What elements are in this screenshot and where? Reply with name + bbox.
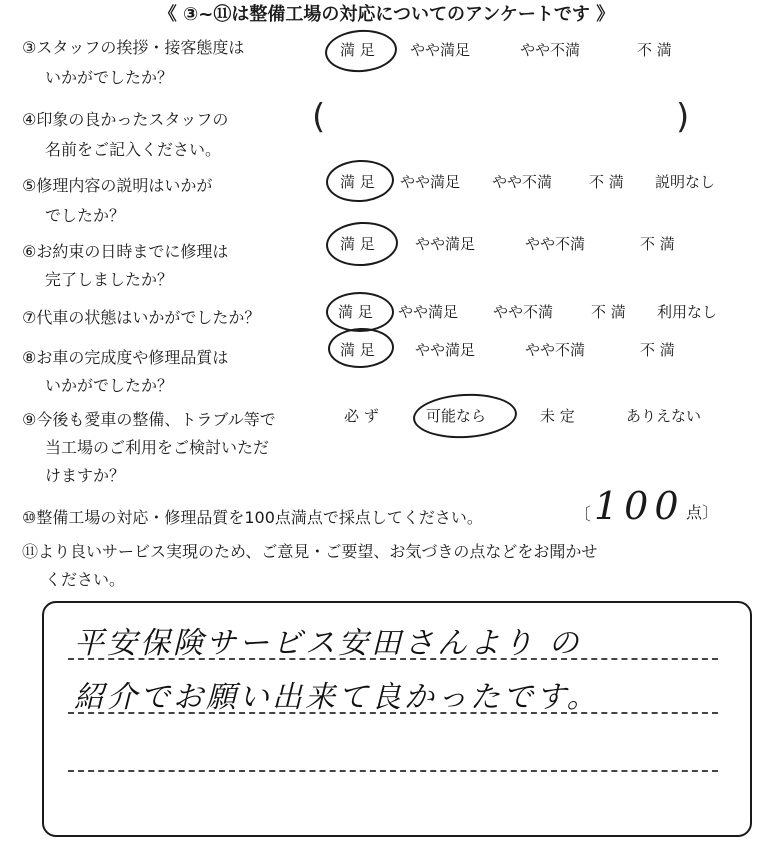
option-setsumei-nashi[interactable]: 説明なし [655, 173, 716, 191]
option-fuman[interactable]: 不 満 [637, 41, 672, 59]
selection-circle [326, 292, 394, 332]
option-manzoku[interactable]: 満 足 [340, 235, 375, 253]
staff-name-field[interactable] [340, 108, 670, 140]
question-number: ⑩ [22, 508, 37, 527]
question-text: お車の完成度や修理品質は [36, 348, 229, 367]
option-yaya-fuman[interactable]: やや不満 [525, 341, 586, 359]
question-number: ⑧ [22, 348, 37, 367]
question-6 [22, 238, 228, 266]
right-bracket: ) [676, 97, 690, 137]
option-yaya-manzoku[interactable]: やや満足 [415, 341, 476, 359]
score-value[interactable]: 100 [594, 484, 685, 528]
option-manzoku[interactable]: 満 足 [338, 303, 373, 321]
selection-circle [327, 327, 394, 369]
question-11-line2: ください。 [45, 570, 126, 589]
comment-line-3 [68, 770, 718, 772]
option-mitei[interactable]: 未 定 [540, 407, 575, 425]
option-yaya-fuman[interactable]: やや不満 [520, 41, 581, 59]
left-bracket: ( [312, 97, 326, 137]
option-manzoku[interactable]: 満 足 [340, 341, 375, 359]
question-3-line2: いかがでしたか？ [45, 68, 174, 87]
option-yaya-manzoku[interactable]: やや満足 [400, 173, 461, 191]
option-fuman[interactable]: 不 満 [640, 341, 675, 359]
question-number: ③ [22, 38, 37, 57]
score-bracket-open: 〔 [574, 505, 591, 525]
question-5-line2: でしたか？ [45, 206, 126, 225]
option-kanou-nara[interactable]: 可能なら [426, 407, 487, 425]
question-9-line2: 当工場のご利用をご検討いただ [45, 438, 270, 457]
question-text: 今後も愛車の整備、トラブル等で [36, 410, 276, 429]
option-fuman[interactable]: 不 満 [640, 235, 675, 253]
question-number: ⑪ [22, 542, 39, 561]
question-7 [22, 304, 260, 332]
question-4-line2: 名前をご記入ください。 [45, 140, 222, 159]
selection-circle [325, 158, 395, 204]
option-kanarazu[interactable]: 必 ず [344, 407, 379, 425]
score-unit: 点〕 [686, 503, 719, 522]
question-text: 整備工場の対応・修理品質を100点満点で採点してください。 [36, 508, 483, 527]
question-9 [22, 406, 276, 434]
question-8 [22, 344, 228, 372]
question-number: ⑥ [22, 242, 37, 261]
option-manzoku[interactable]: 満 足 [340, 173, 375, 191]
question-5 [22, 172, 212, 200]
question-number: ④ [22, 110, 37, 129]
option-riyou-nashi[interactable]: 利用なし [657, 303, 718, 321]
comment-text-line-2: 紹介でお願い出来て良かったです。 [74, 680, 600, 715]
option-yaya-manzoku[interactable]: やや満足 [415, 235, 476, 253]
option-fuman[interactable]: 不 満 [591, 303, 626, 321]
question-number: ⑨ [22, 410, 37, 429]
option-yaya-fuman[interactable]: やや不満 [492, 173, 553, 191]
selection-circle [325, 220, 399, 268]
comment-text-line-1: 平安保険サービス安田さんより の [74, 626, 582, 661]
question-3 [22, 34, 244, 62]
option-yaya-fuman[interactable]: やや不満 [493, 303, 554, 321]
question-text: 代車の状態はいかがでしたか？ [36, 308, 261, 327]
option-arienai[interactable]: ありえない [626, 407, 702, 425]
question-text: スタッフの挨拶・接客態度は [36, 38, 245, 57]
question-10 [22, 504, 483, 532]
question-number: ⑦ [22, 308, 37, 327]
option-fuman[interactable]: 不 満 [589, 173, 624, 191]
option-yaya-manzoku[interactable]: やや満足 [410, 41, 471, 59]
question-text: 印象の良かったスタッフの [36, 110, 229, 129]
selection-circle [324, 28, 399, 75]
option-yaya-fuman[interactable]: やや不満 [525, 235, 586, 253]
selection-circle [412, 391, 518, 440]
question-11 [22, 538, 597, 566]
question-number: ⑤ [22, 176, 37, 195]
survey-header: 《 ③~⑪は整備工場の対応についてのアンケートです 》 [158, 4, 615, 25]
question-6-line2: 完了しましたか？ [45, 270, 174, 289]
question-9-line3: けますか？ [45, 466, 126, 485]
question-text: より良いサービス実現のため、ご意見・ご要望、お気づきの点などをお聞かせ [38, 542, 598, 561]
question-text: お約束の日時までに修理は [36, 242, 229, 261]
question-8-line2: いかがでしたか？ [45, 376, 174, 395]
option-manzoku[interactable]: 満 足 [340, 41, 375, 59]
option-yaya-manzoku[interactable]: やや満足 [398, 303, 459, 321]
question-text: 修理内容の説明はいかが [36, 176, 213, 195]
question-4 [22, 106, 228, 134]
